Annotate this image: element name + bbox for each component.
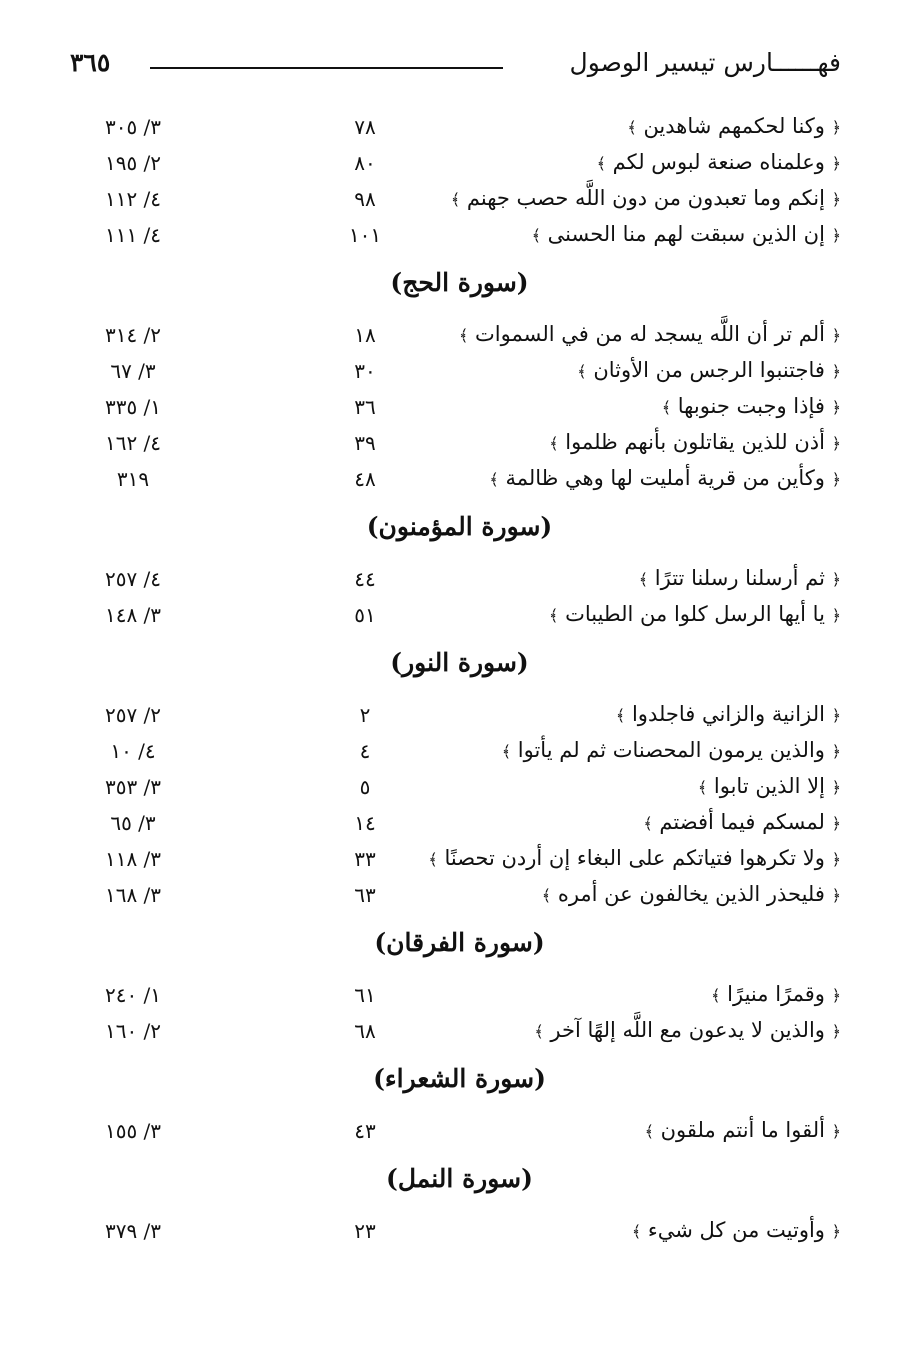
ayah-number: ١٠١ — [348, 223, 382, 247]
verse-words: وعلمناه صنعة لبوس لكم — [612, 150, 825, 174]
running-title: فهــــــارس تيسير الوصول — [569, 48, 841, 77]
verse-words: لمسكم فيما أفضتم — [659, 810, 825, 834]
index-row — [0, 1016, 919, 1052]
verse-text — [428, 846, 841, 870]
surah-heading-text: (سورة الشعراء) — [373, 1064, 546, 1093]
page-reference: ٣١٩ — [116, 467, 150, 491]
ornament-close: ﴾ — [577, 362, 587, 381]
header-rule — [150, 67, 503, 69]
verse-text — [549, 430, 841, 454]
verse-words: أذن للذين يقاتلون بأنهم ظلموا — [565, 430, 825, 454]
ornament-close: ﴾ — [489, 470, 499, 489]
verse-words: ثم أرسلنا رسلنا تترًا — [654, 566, 825, 590]
index-row — [0, 736, 919, 772]
verse-text — [639, 566, 841, 590]
ornament-open: ﴿ — [831, 706, 841, 725]
surah-heading-text: (سورة الفرقان) — [374, 928, 545, 957]
ornament-open: ﴿ — [831, 814, 841, 833]
index-row — [0, 1216, 919, 1252]
verse-text — [597, 150, 841, 174]
ayah-number: ٦٨ — [354, 1019, 376, 1043]
ornament-close: ﴾ — [627, 118, 637, 137]
ornament-close: ﴾ — [531, 226, 541, 245]
index-row — [0, 464, 919, 500]
ornament-close: ﴾ — [615, 706, 626, 725]
verse-text — [577, 358, 841, 382]
page-reference: ٤/ ١٦٢ — [104, 431, 162, 455]
surah-heading — [0, 916, 919, 980]
page-reference: ٤/ ١١٢ — [104, 187, 162, 211]
verse-text — [632, 1218, 841, 1242]
ayah-number: ٢ — [359, 703, 371, 727]
ornament-open: ﴿ — [831, 850, 841, 869]
page-number: ٣٦٥ — [70, 48, 111, 77]
page-reference: ٣/ ١١٨ — [104, 847, 162, 871]
verse-words: والذين لا يدعون مع اللَّه إلهًا آخر — [550, 1018, 825, 1042]
ornament-close: ﴾ — [501, 742, 512, 761]
index-row — [0, 880, 919, 916]
ornament-close: ﴾ — [697, 778, 708, 797]
ayah-number: ٥ — [359, 775, 371, 799]
verse-text — [534, 1018, 841, 1042]
ayah-number: ٤ — [359, 739, 371, 763]
ayah-number: ٣٣ — [354, 847, 376, 871]
ayah-number: ١٤ — [354, 811, 376, 835]
ornament-open: ﴿ — [831, 742, 841, 761]
ornament-open: ﴿ — [831, 1222, 841, 1241]
page-reference: ٣/ ٦٥ — [110, 811, 156, 835]
ornament-open: ﴿ — [831, 470, 841, 489]
page-reference: ٣/ ٣٥٣ — [104, 775, 162, 799]
page-reference: ٢/ ١٩٥ — [104, 151, 162, 175]
index-row — [0, 1116, 919, 1152]
ornament-open: ﴿ — [831, 606, 841, 625]
ayah-number: ٥١ — [354, 603, 376, 627]
ornament-open: ﴿ — [831, 326, 841, 345]
ornament-open: ﴿ — [831, 886, 841, 905]
ornament-close: ﴾ — [631, 1222, 642, 1241]
index-row — [0, 220, 919, 256]
verse-words: ولا تكرهوا فتياتكم على البغاء إن أردن تحصنًا — [444, 846, 825, 870]
index-row — [0, 356, 919, 392]
ornament-open: ﴿ — [831, 1122, 841, 1141]
ayah-number: ٦٣ — [354, 883, 376, 907]
verse-words: وقمرًا منيرًا — [727, 982, 825, 1006]
ornament-open: ﴿ — [831, 570, 841, 589]
ayah-number: ٧٨ — [354, 115, 376, 139]
index-row — [0, 564, 919, 600]
ornament-close: ﴾ — [638, 570, 649, 589]
index-row — [0, 428, 919, 464]
verse-text — [451, 186, 841, 210]
surah-heading — [0, 1152, 919, 1216]
ornament-open: ﴿ — [831, 986, 841, 1005]
surah-heading-text: (سورة النور) — [390, 648, 529, 677]
verse-text — [616, 702, 841, 726]
page-reference: ٢/ ١٦٠ — [104, 1019, 162, 1043]
verse-text — [549, 602, 841, 626]
page-header — [70, 48, 841, 88]
ornament-open: ﴿ — [831, 190, 841, 209]
verse-text — [698, 774, 841, 798]
verse-text — [643, 810, 841, 834]
verse-words: إنكم وما تعبدون من دون اللَّه حصب جهنم — [466, 186, 825, 210]
ayah-number: ٣٩ — [354, 431, 376, 455]
verse-words: فإذا وجبت جنوبها — [677, 394, 825, 418]
surah-heading — [0, 1052, 919, 1116]
page-reference: ٣/ ١٥٥ — [104, 1119, 162, 1143]
ayah-number: ٤٤ — [354, 567, 376, 591]
ornament-open: ﴿ — [831, 118, 841, 137]
verse-words: فليحذر الذين يخالفون عن أمره — [557, 882, 825, 906]
ornament-open: ﴿ — [831, 362, 841, 381]
surah-heading — [0, 500, 919, 564]
verse-text — [489, 466, 841, 490]
ayah-number: ٢٣ — [354, 1219, 376, 1243]
ayah-number: ٣٦ — [354, 395, 376, 419]
verse-words: والذين يرمون المحصنات ثم لم يأتوا — [517, 738, 825, 762]
page-reference: ٣/ ٣٠٥ — [104, 115, 162, 139]
ornament-open: ﴿ — [831, 226, 841, 245]
ornament-close: ﴾ — [541, 886, 552, 905]
verse-words: ألم تر أن اللَّه يسجد له من في السموات — [475, 322, 825, 346]
verse-words: ألقوا ما أنتم ملقون — [660, 1118, 825, 1142]
page-reference: ٢/ ٢٥٧ — [104, 703, 162, 727]
verse-words: وأوتيت من كل شيء — [647, 1218, 825, 1242]
index-row — [0, 600, 919, 636]
verse-words: يا أيها الرسل كلوا من الطيبات — [565, 602, 825, 626]
surah-heading-text: (سورة النمل) — [386, 1164, 533, 1193]
ayah-number: ٤٨ — [354, 467, 376, 491]
page-reference: ١/ ٣٣٥ — [104, 395, 162, 419]
verse-words: الزانية والزاني فاجلدوا — [631, 702, 825, 726]
index-row — [0, 112, 919, 148]
page-reference: ٣/ ٣٧٩ — [104, 1219, 162, 1243]
ornament-open: ﴿ — [831, 398, 841, 417]
index-row — [0, 844, 919, 880]
surah-heading — [0, 636, 919, 700]
verse-index — [0, 112, 919, 1252]
page-reference: ٣/ ١٦٨ — [104, 883, 162, 907]
verse-words: إلا الذين تابوا — [713, 774, 825, 798]
verse-text — [645, 1118, 841, 1142]
ornament-close: ﴾ — [549, 606, 559, 625]
verse-text — [502, 738, 841, 762]
verse-words: إن الذين سبقت لهم منا الحسنى — [547, 222, 825, 246]
verse-words: فاجتنبوا الرجس من الأوثان — [593, 358, 825, 382]
ayah-number: ٣٠ — [354, 359, 376, 383]
index-row — [0, 184, 919, 220]
ornament-close: ﴾ — [643, 814, 653, 833]
ayah-number: ١٨ — [354, 323, 376, 347]
page-reference: ٣/ ١٤٨ — [104, 603, 162, 627]
page-reference: ١/ ٢٤٠ — [104, 983, 162, 1007]
verse-words: وكأين من قرية أمليت لها وهي ظالمة — [505, 466, 825, 490]
page-reference: ٤/ ٢٥٧ — [104, 567, 162, 591]
index-row — [0, 980, 919, 1016]
ornament-close: ﴾ — [711, 986, 721, 1005]
ornament-close: ﴾ — [661, 398, 672, 417]
ayah-number: ٩٨ — [354, 187, 376, 211]
page-reference: ٢/ ٣١٤ — [104, 323, 162, 347]
surah-heading-text: (سورة الحج) — [390, 268, 529, 297]
ornament-close: ﴾ — [458, 326, 469, 345]
ornament-close: ﴾ — [549, 434, 559, 453]
ornament-open: ﴿ — [831, 778, 841, 797]
ornament-close: ﴾ — [534, 1022, 544, 1041]
index-row — [0, 772, 919, 808]
ayah-number: ٤٣ — [354, 1119, 376, 1143]
verse-text — [627, 114, 841, 138]
ayah-number: ٦١ — [354, 983, 376, 1007]
verse-text — [662, 394, 841, 418]
index-row — [0, 320, 919, 356]
ornament-close: ﴾ — [596, 154, 606, 173]
page-reference: ٣/ ٦٧ — [110, 359, 156, 383]
ornament-open: ﴿ — [831, 1022, 841, 1041]
verse-text — [459, 322, 841, 346]
ornament-open: ﴿ — [831, 154, 841, 173]
ornament-close: ﴾ — [644, 1122, 654, 1141]
verse-words: وكنا لحكمهم شاهدين — [643, 114, 825, 138]
ornament-close: ﴾ — [428, 850, 438, 869]
ornament-open: ﴿ — [831, 434, 841, 453]
verse-text — [711, 982, 841, 1006]
verse-text — [542, 882, 841, 906]
page-reference: ٤/ ١١١ — [104, 223, 162, 247]
index-row — [0, 148, 919, 184]
index-row — [0, 808, 919, 844]
ayah-number: ٨٠ — [354, 151, 376, 175]
surah-heading-text: (سورة المؤمنون) — [366, 512, 553, 541]
index-row — [0, 700, 919, 736]
verse-text — [532, 222, 841, 246]
index-row — [0, 392, 919, 428]
surah-heading — [0, 256, 919, 320]
ornament-close: ﴾ — [450, 190, 461, 209]
page-reference: ٤/ ١٠ — [110, 739, 156, 763]
